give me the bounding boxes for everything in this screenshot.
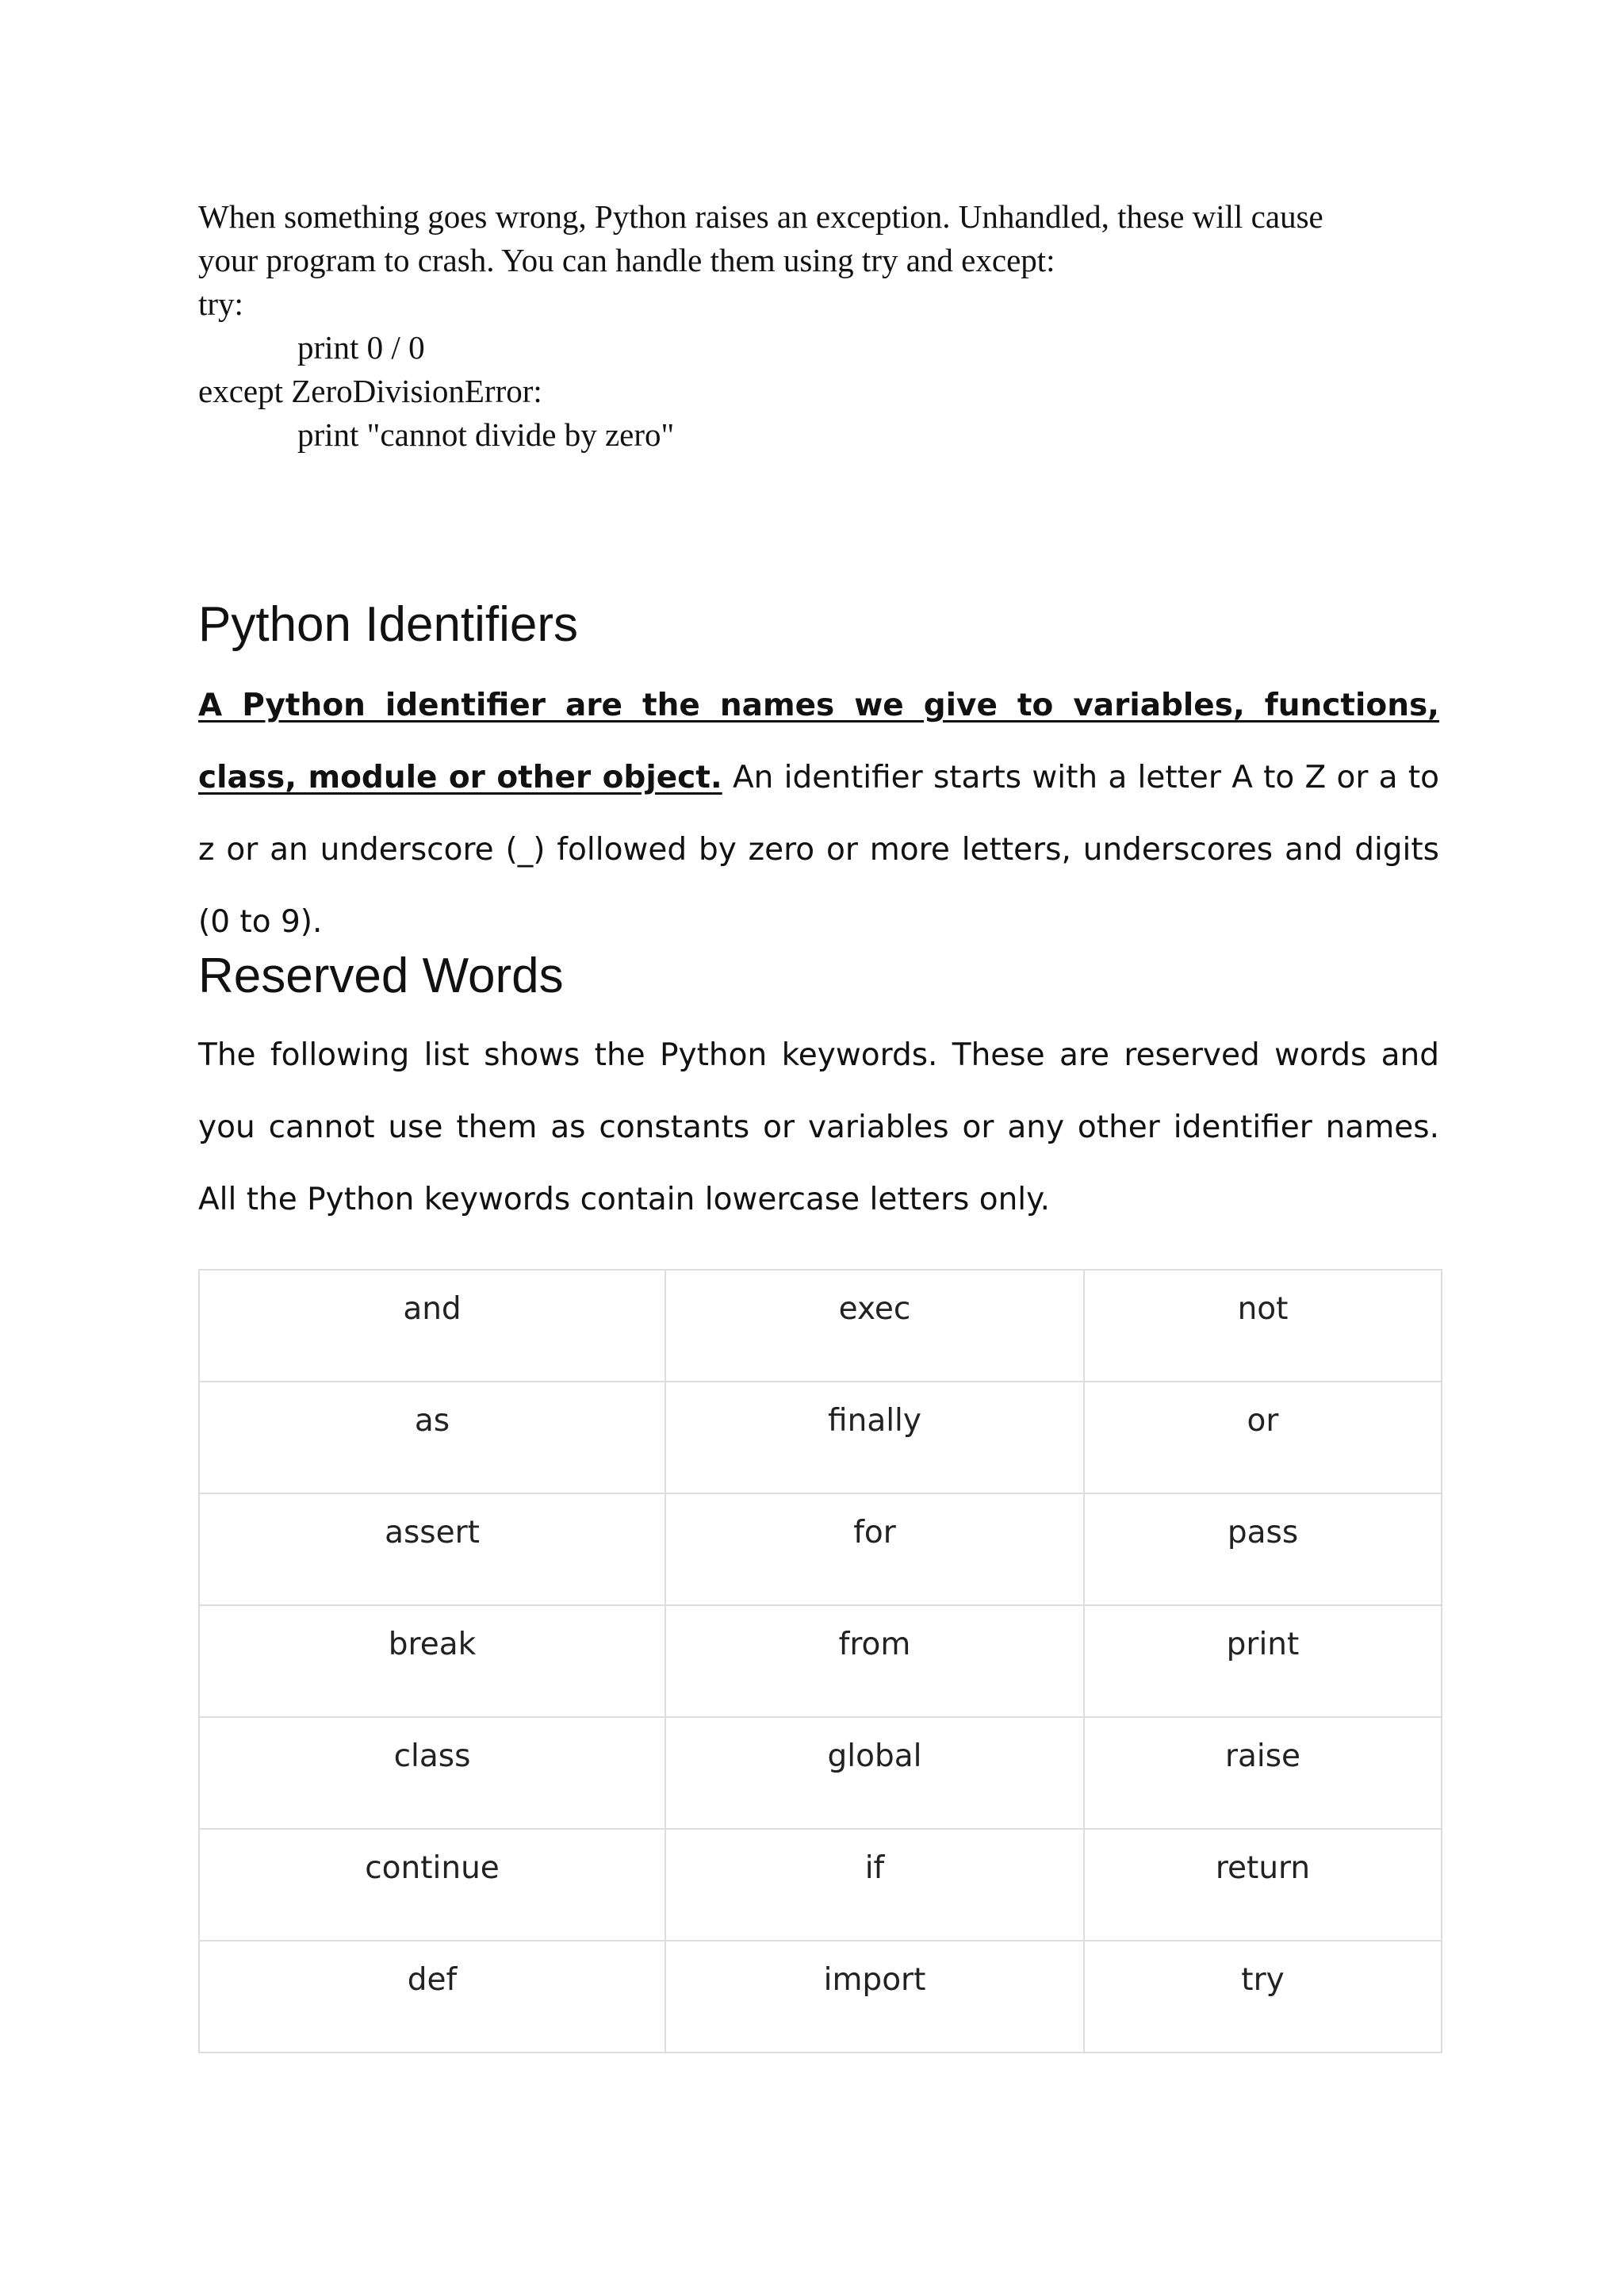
keyword-cell: or — [1084, 1382, 1442, 1493]
keyword-cell: try — [1084, 1941, 1442, 2053]
keyword-cell: pass — [1084, 1493, 1442, 1605]
keyword-cell: import — [665, 1941, 1084, 2053]
table-row — [199, 1829, 1442, 1941]
keyword-cell: for — [665, 1493, 1084, 1605]
identifiers-paragraph — [198, 669, 1439, 958]
keyword-cell: as — [199, 1382, 665, 1493]
reserved-words-heading: Reserved Words — [198, 949, 564, 1003]
intro-line: When something goes wrong, Python raises an exception. Unhandled, these will cause — [198, 198, 1323, 235]
code-line-try: try: — [198, 286, 243, 322]
code-line-except: except ZeroDivisionError: — [198, 373, 542, 409]
table-row — [199, 1270, 1442, 1382]
keyword-cell: print — [1084, 1605, 1442, 1717]
keyword-cell: return — [1084, 1829, 1442, 1941]
table-row — [199, 1493, 1442, 1605]
keyword-cell: and — [199, 1270, 665, 1382]
table-row — [199, 1941, 1442, 2053]
keyword-cell: exec — [665, 1270, 1084, 1382]
table-row — [199, 1605, 1442, 1717]
table-row — [199, 1382, 1442, 1493]
keywords-table — [198, 1269, 1442, 2053]
keyword-cell: global — [665, 1717, 1084, 1829]
code-line-print-message: print "cannot divide by zero" — [297, 416, 675, 453]
keyword-cell: not — [1084, 1270, 1442, 1382]
reserved-words-paragraph: The following list shows the Python keywords. These are reserved words and you cannot use them as constants or variables or any other identifier names. All the Python keywords contain lowercase letters only. — [198, 1037, 1439, 1217]
keyword-cell: finally — [665, 1382, 1084, 1493]
keyword-cell: class — [199, 1717, 665, 1829]
intro-line: your program to crash. You can handle them using try and except: — [198, 242, 1055, 278]
keyword-cell: def — [199, 1941, 665, 2053]
keyword-cell: raise — [1084, 1717, 1442, 1829]
table-row — [199, 1717, 1442, 1829]
identifier-rules-text: An identifier starts with a letter A to Z or a to z or an underscore (_) followed by zero or more letters, underscores and digits (0 to 9). — [198, 760, 1439, 940]
code-line-print-division: print 0 / 0 — [297, 329, 425, 366]
keyword-cell: if — [665, 1829, 1084, 1941]
identifier-definition: A Python identifier are the names we give to variables, functions, class, module or other object. — [198, 688, 1439, 795]
keyword-cell: continue — [199, 1829, 665, 1941]
identifiers-heading: Python Identifiers — [198, 597, 579, 652]
exception-handling-text — [198, 195, 1439, 457]
keyword-cell: assert — [199, 1493, 665, 1605]
keyword-cell: from — [665, 1605, 1084, 1717]
keyword-cell: break — [199, 1605, 665, 1717]
